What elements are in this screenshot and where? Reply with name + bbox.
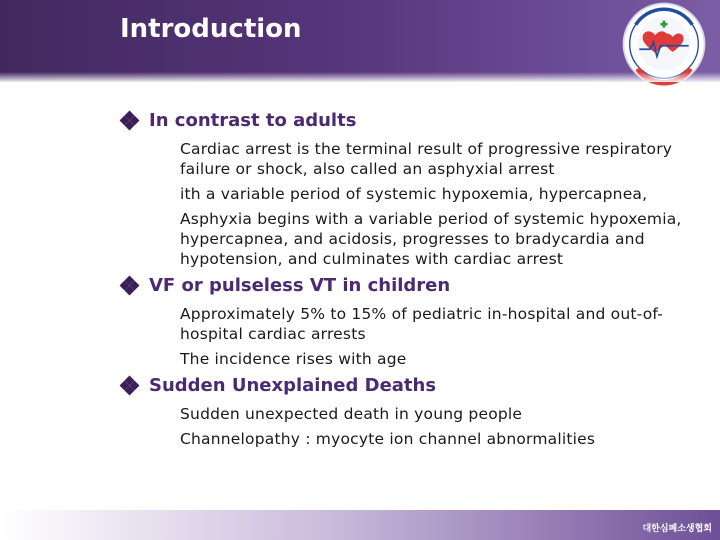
bullet-list — [180, 304, 701, 369]
section-contrast-adults — [121, 110, 701, 269]
list-item: Approximately 5% to 15% of pediatric in-hospital and out-of-hospital cardiac arrests — [180, 305, 663, 343]
list-item: ith a variable period of systemic hypoxemia, hypercapnea, — [180, 185, 648, 203]
list-item: Channelopathy : myocyte ion channel abnormalities — [180, 430, 596, 448]
heading-text: VF or pulseless VT in children — [149, 275, 451, 296]
association-logo — [620, 0, 708, 88]
section-sudden-unexplained-deaths — [121, 375, 701, 449]
bullet-list — [180, 139, 701, 269]
list-item: Cardiac arrest is the terminal result of progressive respiratory failure or shock, also called an asphyxial arrest — [180, 140, 673, 178]
diamond-bullet-icon — [121, 277, 139, 295]
footer-bar — [0, 510, 720, 540]
section-heading — [121, 375, 701, 396]
section-heading — [121, 110, 701, 131]
slide-title: Introduction — [120, 14, 302, 44]
diamond-bullet-icon — [121, 377, 139, 395]
section-vf-pulseless-vt — [121, 275, 701, 369]
heading-text: In contrast to adults — [149, 110, 357, 131]
section-heading — [121, 275, 701, 296]
list-item: Sudden unexpected death in young people — [180, 405, 523, 423]
title-bar — [0, 0, 720, 82]
slide-body — [121, 110, 701, 455]
footer-organization: 대한심폐소생협회 — [642, 524, 712, 534]
diamond-bullet-icon — [121, 112, 139, 130]
list-item: Asphyxia begins with a variable period of systemic hypoxemia, hypercapnea, and acidosis, progresses to bradycardia and hypotension, and culminates with cardiac arrest — [180, 210, 682, 268]
heading-text: Sudden Unexplained Deaths — [149, 375, 437, 396]
list-item: The incidence rises with age — [180, 350, 407, 368]
bullet-list — [180, 404, 701, 449]
